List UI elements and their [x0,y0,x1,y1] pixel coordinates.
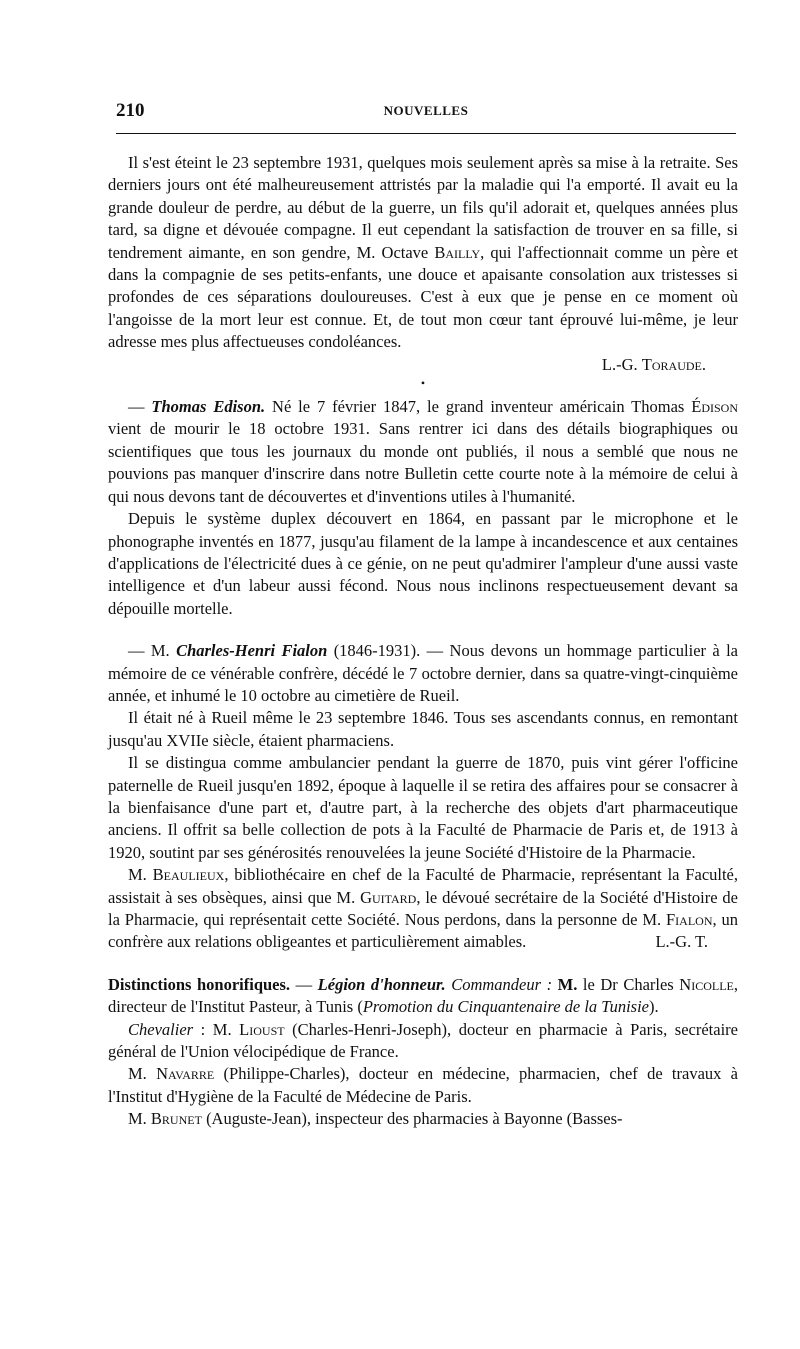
promotion: Promotion du Cinquantenaire de la Tunisie [362,997,649,1017]
fialon-paragraph-4: M. Beaulieux, bibliothécaire en chef de la Faculté de Pharmacie, représentant la Faculté, assistait à ses obsèques, ainsi que M. Guitard, le dévoué secrétaire de la Société d'Histoire de la Pharmacie, qui représentait cette Société. Nous perdons, dans la personne de M. Fialon, un confrère aux relations obligeantes et particulièrement aimables. L.-G. T. [108,864,738,954]
fialon-paragraph-2: Il était né à Rueil même le 23 septembre 1846. Tous ses ascendants connus, en remontant jusqu'au XVIIe siècle, étaient pharmaciens. [108,708,738,750]
distinctions-heading: Distinctions honorifiques. [108,974,291,994]
edison-paragraph-1: — Thomas Edison. Né le 7 février 1847, le grand inventeur américain Thomas Édison vient de mourir le 18 octobre 1931. Sans rentrer ici dans des détails biographiques ou scientifiques que tous les journaux du monde ont publiés, il nous a semblé que nous ne pouvions pas manquer d'inscrire dans notre Bulletin cette courte note à la mémoire de celui à qui nous devons tant de découvertes et d'inventions utiles à l'humanité. [108,397,738,506]
header-rule [116,133,736,134]
edison-title: Thomas Edison. [151,397,266,417]
article-body [108,152,738,1131]
distinctions-paragraph-4: M. Brunet (Auguste-Jean), inspecteur des pharmacies à Bayonne (Basses- [128,1109,623,1129]
legion-honneur: Légion d'honneur. [317,974,446,994]
name-navarre: Navarre [156,1064,215,1084]
page-number: 210 [116,100,145,121]
distinctions-paragraph-1: Distinctions honorifiques. — Légion d'honneur. Commandeur : M. le Dr Charles Nicolle, directeur de l'Institut Pasteur, à Tunis (Promotion du Cinquantenaire de la Tunisie). [108,974,738,1017]
fialon-title: Charles-Henri Fialon [176,641,328,661]
name-guitard: Guitard [360,887,417,907]
name-brunet: Brunet [150,1109,202,1129]
distinctions-paragraph-2: Chevalier : M. Lioust (Charles-Henri-Joseph), docteur en pharmacie à Paris, secrétaire général de l'Union vélocipédique de France. [108,1019,738,1062]
fialon-paragraph-1: — M. Charles-Henri Fialon (1846-1931). — Nous devons un hommage particulier à la mémoire de ce vénérable confrère, décédé le 7 octobre dernier, dans sa quatre-vingt-cinquième année, et inhumé le 10 octobre au cimetière de Rueil. [108,641,738,705]
fialon-paragraph-3: Il se distingua comme ambulancier pendant la guerre de 1870, puis vint gérer l'officine paternelle de Rueil jusqu'en 1892, époque à laquelle il se retira des affaires pour se consacrer à la bienfaisance d'une part et, d'autre part, à la recherche des objets d'art pharmaceutique anciens. Il offrit sa belle collection de pots à la Faculté de Pharmacie de Paris et, de 1913 à 1920, soutint par ses générosités renouvelées la jeune Société d'Histoire de la Pharmacie. [108,753,738,862]
rank-chevalier: Chevalier [128,1019,194,1039]
name-edison: Édison [691,397,738,417]
name-bailly: Bailly [434,242,481,262]
section-separator: • [420,376,426,391]
distinctions-paragraph-3: M. Navarre (Philippe-Charles), docteur en médecine, pharmacien, chef de travaux à l'Institut d'Hygiène de la Faculté de Médecine de Paris. [108,1064,739,1106]
name-nicolle: Nicolle [679,974,734,994]
toraude-paragraph: Il s'est éteint le 23 septembre 1931, quelques mois seulement après sa mise à la retraite. Ses derniers jours ont été malheureusement attristés par la maladie qui l'a emporté. Il avait eu la grande douleur de perdre, au début de la guerre, un fils qu'il adorait et, quelques années plus tard, sa digne et dévouée compagne. Il eut cependant la satisfaction de trouver en sa fille, si tendrement aimante, en son gendre, M. Octave Bailly, qui l'affectionnait comme un père et dans la compagnie de ses petits-enfants, une douce et apaisante consolation aux tristesses si profondes de ces séparations douloureuses. C'est à eux que je pense en ce moment où l'angoisse de la mort leur est connue. Et, de tout mon cœur tant éprouvé lui-même, je leur adresse mes plus affectueuses condoléances. [108,153,739,352]
page-header [116,100,736,126]
signature-toraude: L.-G. Toraude. [601,354,706,374]
name-lioust: Lioust [239,1019,285,1039]
name-fialon: Fialon [666,910,713,929]
edison-paragraph-2: Depuis le système duplex découvert en 1864, en passant par le microphone et le phonographe inventés en 1877, jusqu'au filament de la lampe à incandescence et aux centaines d'applications de l'électricité dues à ce génie, on ne peut qu'admirer l'ampleur d'une aussi vaste intelligence et d'un labeur aussi fécond. Nous nous inclinons respectueusement devant sa dépouille mortelle. [108,509,738,618]
name-beaulieux: Beaulieux [152,865,225,885]
running-title: NOUVELLES [383,103,469,118]
signature-fialon: L.-G. T. [655,932,708,952]
